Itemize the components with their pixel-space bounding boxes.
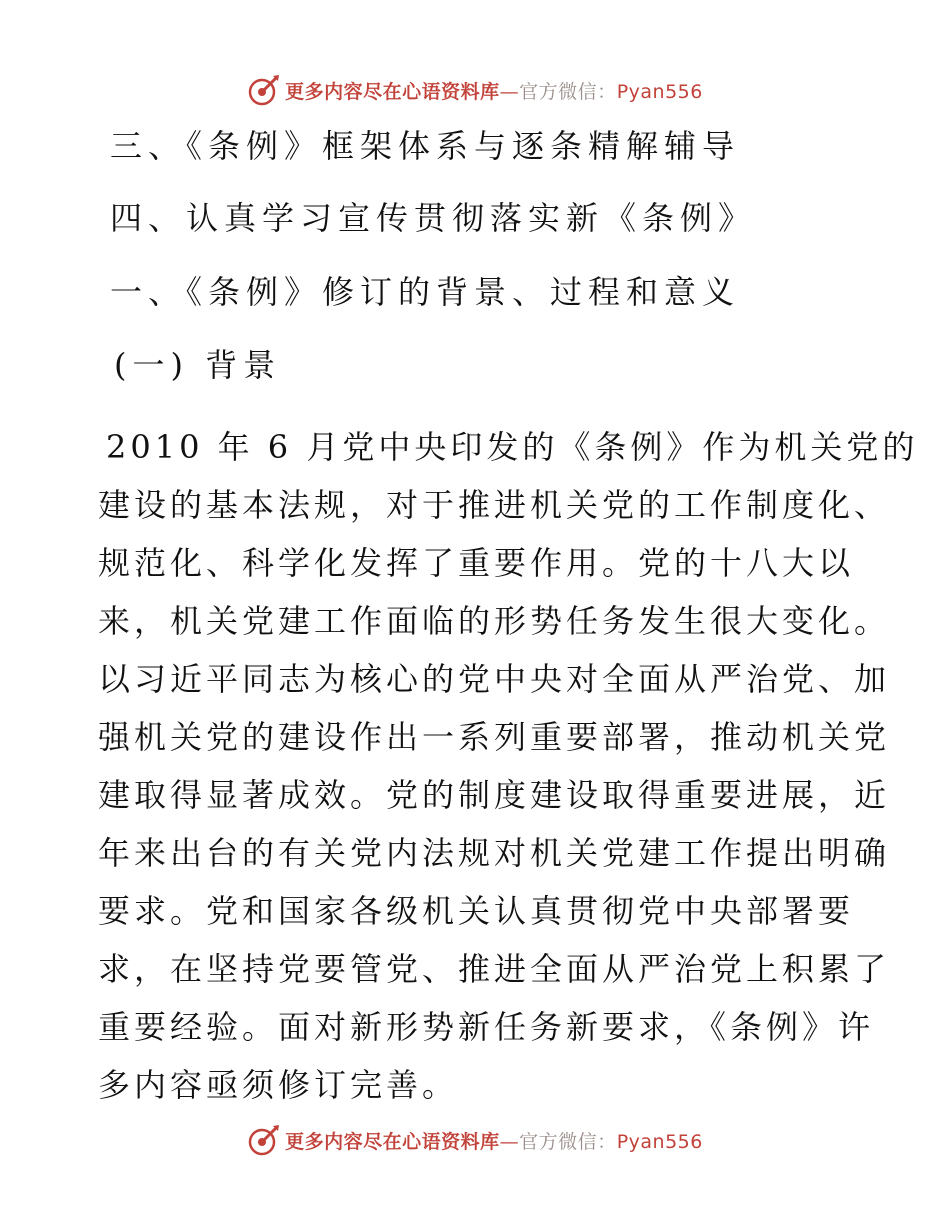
watermark-wechat-label: 官方微信： xyxy=(519,80,617,103)
logo-icon xyxy=(247,1123,281,1157)
section-heading-1: 一、《条例》修订的背景、过程和意义 xyxy=(110,273,741,311)
watermark-text xyxy=(285,1127,703,1154)
paragraph-line: 2010 年 6 月党中央印发的《条例》作为机关党的 xyxy=(106,428,919,466)
watermark-wechat-id: Pyan556 xyxy=(616,1130,703,1153)
watermark-dash: — xyxy=(499,80,520,103)
paragraph-line: 规范化、科学化发挥了重要作用。党的十八大以 xyxy=(98,544,855,582)
watermark-dash: — xyxy=(499,1130,520,1153)
paragraph-line: 重要经验。面对新形势新任务新要求，《条例》许 xyxy=(98,1008,875,1046)
footer-watermark xyxy=(0,1120,950,1160)
logo-icon xyxy=(247,73,281,107)
header-watermark xyxy=(0,70,950,110)
background-paragraph xyxy=(98,418,919,1114)
paragraph-line: 强机关党的建设作出一系列重要部署，推动机关党 xyxy=(98,718,891,756)
watermark-wechat-label: 官方微信： xyxy=(519,1130,617,1153)
section-heading-3: 三、《条例》框架体系与逐条精解辅导 xyxy=(110,127,741,165)
watermark-text xyxy=(285,77,703,104)
paragraph-line: 要求。党和国家各级机关认真贯彻党中央部署要 xyxy=(98,892,855,930)
paragraph-line: 建取得显著成效。党的制度建设取得重要进展，近 xyxy=(98,776,891,814)
subsection-heading-background: (一) 背景 xyxy=(114,346,282,384)
watermark-wechat-id: Pyan556 xyxy=(616,80,703,103)
paragraph-line: 求，在坚持党要管党、推进全面从严治党上积累了 xyxy=(98,950,891,988)
watermark-main-text: 更多内容尽在心语资料库 xyxy=(285,80,500,103)
watermark-main-text: 更多内容尽在心语资料库 xyxy=(285,1130,500,1153)
paragraph-line: 以习近平同志为核心的党中央对全面从严治党、加 xyxy=(98,660,891,698)
section-heading-4: 四、认真学习宣传贯彻落实新《条例》 xyxy=(110,199,757,237)
paragraph-line: 建设的基本法规，对于推进机关党的工作制度化、 xyxy=(98,486,891,524)
paragraph-line: 来，机关党建工作面临的形势任务发生很大变化。 xyxy=(98,602,891,640)
paragraph-line: 多内容亟须修订完善。 xyxy=(98,1066,459,1104)
paragraph-line: 年来出台的有关党内法规对机关党建工作提出明确 xyxy=(98,834,891,872)
